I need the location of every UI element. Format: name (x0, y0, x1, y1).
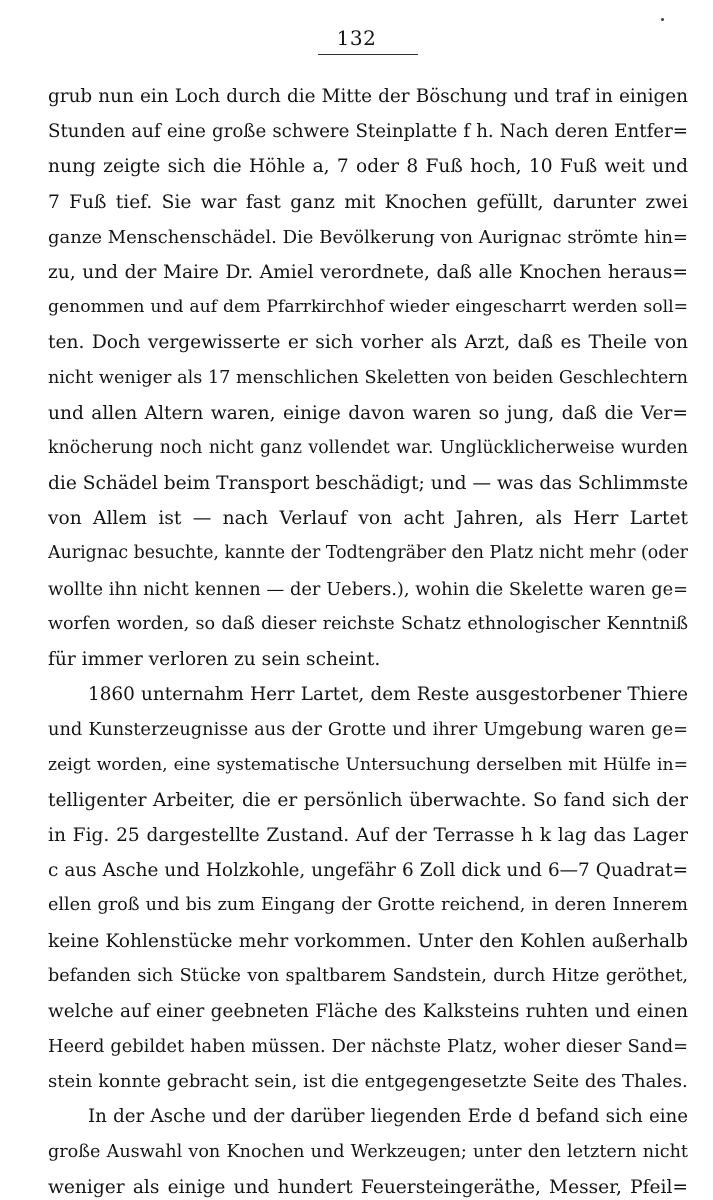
text-line: telligenter Arbeiter, die er persönlich überwachte. So fand sich der (48, 789, 688, 811)
page-number: 132 (336, 26, 377, 50)
text-line: welche auf einer geebneten Fläche des Kalksteins ruhten und einen (48, 1000, 688, 1022)
paragraph-start-line: 1860 unternahm Herr Lartet, dem Reste ausgestorbener Thiere (88, 684, 688, 706)
text-line: zeigt worden, eine systematische Untersuchung derselben mit Hülfe in= (48, 754, 688, 775)
text-line: ganze Menschenschädel. Die Bevölkerung von Aurignac strömte hin= (48, 226, 688, 248)
text-line: ten. Doch vergewisserte er sich vorher als Arzt, daß es Theile von (48, 332, 688, 354)
text-line: und allen Altern waren, einige davon waren so jung, daß die Ver= (48, 402, 688, 424)
text-line: worfen worden, so daß dieser reichste Schatz ethnologischer Kenntniß (48, 613, 688, 634)
text-line: wollte ihn nicht kennen — der Uebers.), wohin die Skelette waren ge= (48, 578, 688, 600)
header-rule (318, 54, 418, 55)
text-line: befanden sich Stücke von spaltbarem Sandstein, durch Hitze geröthet, (48, 965, 688, 986)
text-line: von Allem ist — nach Verlauf von acht Jahren, als Herr Lartet (48, 508, 688, 530)
text-line: Stunden auf eine große schwere Steinplatte f h. Nach deren Entfer= (48, 121, 688, 143)
text-line: Heerd gebildet haben müssen. Der nächste Platz, woher dieser Sand= (48, 1036, 688, 1058)
print-speck (661, 18, 664, 21)
text-line: weniger als einige und hundert Feuersteingeräthe, Messer, Pfeil= (48, 1176, 688, 1198)
text-line: nung zeigte sich die Höhle a, 7 oder 8 Fuß hoch, 10 Fuß weit und (48, 156, 688, 178)
text-line: c aus Asche und Holzkohle, ungefähr 6 Zoll dick und 6—7 Quadrat= (48, 860, 688, 882)
text-line: große Auswahl von Knochen und Werkzeugen; unter den letztern nicht (48, 1141, 688, 1162)
text-line: 7 Fuß tief. Sie war fast ganz mit Knochen gefüllt, darunter zwei (48, 191, 688, 213)
text-line: Aurignac besuchte, kannte der Todtengräber den Platz nicht mehr (oder (48, 543, 688, 564)
paragraph-end-line: für immer verloren zu sein scheint. (48, 649, 381, 670)
text-line: grub nun ein Loch durch die Mitte der Böschung und traf in einigen (48, 86, 688, 107)
paragraph-start-line: In der Asche und der darüber liegenden Erde d befand sich eine (88, 1106, 688, 1128)
text-line: zu, und der Maire Dr. Amiel verordnete, daß alle Knochen heraus= (48, 261, 688, 283)
text-line: ellen groß und bis zum Eingang der Grotte reichend, in deren Innerem (48, 895, 688, 916)
paragraph-end-line: stein konnte gebracht sein, ist die entgegengesetzte Seite des Thales. (48, 1071, 688, 1093)
text-line: in Fig. 25 dargestellte Zustand. Auf der Terrasse h k lag das Lager (48, 824, 688, 846)
text-line: nicht weniger als 17 menschlichen Skeletten von beiden Geschlechtern (48, 367, 688, 388)
page-header (0, 22, 713, 62)
text-line: genommen und auf dem Pfarrkirchhof wieder eingescharrt werden soll= (48, 297, 688, 318)
text-line: die Schädel beim Transport beschädigt; und — was das Schlimmste (48, 473, 688, 495)
text-line: und Kunsterzeugnisse aus der Grotte und ihrer Umgebung waren ge= (48, 719, 688, 741)
text-line: knöcherung noch nicht ganz vollendet war. Unglücklicherweise wurden (48, 437, 688, 458)
body-text (48, 79, 688, 1200)
text-line: keine Kohlenstücke mehr vorkommen. Unter den Kohlen außerhalb (48, 930, 688, 952)
